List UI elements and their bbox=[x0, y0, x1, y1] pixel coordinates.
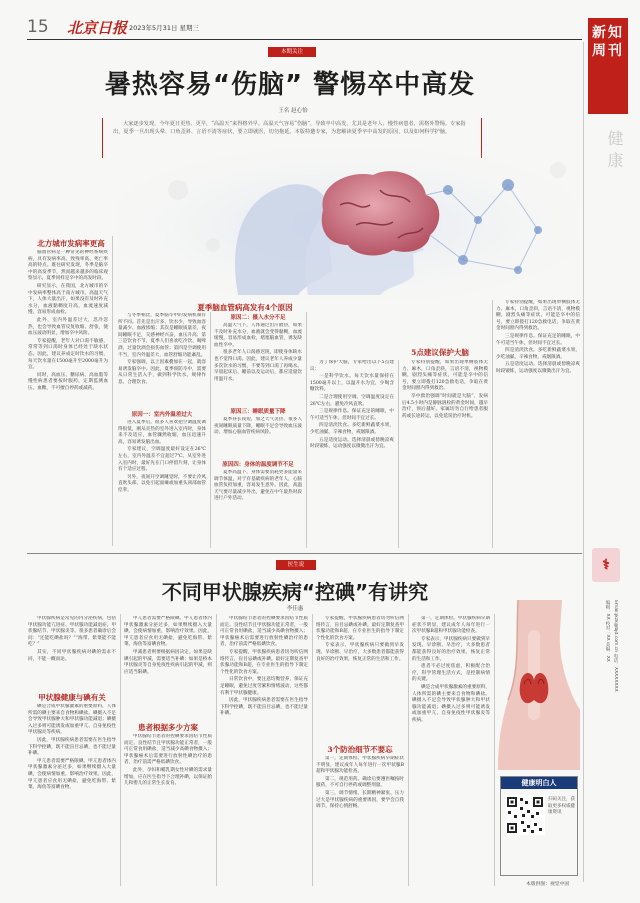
paragraph: 为了保护大脑，专家给出以下5点建议： bbox=[310, 360, 394, 372]
article-divider bbox=[27, 553, 582, 554]
article1-sub3: 原因一：室内外温差过大 bbox=[131, 412, 193, 418]
footer-note: 本版供图：视觉中国 bbox=[526, 882, 570, 887]
col-divider bbox=[210, 312, 211, 548]
paragraph: 专家提醒，甲状腺疾病患者切勿听信网络传言，盲目忌碘或补碘。最好定期复查甲状腺功能和B超，在专业医生的指导下制定个性化的饮食方案。 bbox=[220, 649, 308, 675]
article2-col8 bbox=[412, 616, 490, 886]
paragraph: 研究显示，在我国，北方城市的卒中发病率整体高于南方城市。高温天气下，人体大量出汗，如果没有及时补充水分，血液黏稠度升高，血流速度减慢，容易形成血栓。 bbox=[28, 283, 108, 316]
paragraph: 专家特别提醒，如果出现单侧肢体无力、麻木，口角歪斜，言语不清，视物模糊，剧烈头痛等症状，可能是卒中的信号，要立即拨打120急救电话，争取在黄金时间窗内得到救治。 bbox=[496, 300, 580, 332]
paragraph: 很多老年人口渴感迟钝，即使身体缺水也不觉得口渴。因此，建议老年人养成少量多次饮水的习惯，不要等到口渴了再喝水。早晨起床后、睡前以及运动后，都应适量饮用温开水。 bbox=[214, 350, 302, 382]
article2-col3 bbox=[124, 616, 212, 716]
paragraph: 第三，调节情绪。长期精神紧张、压力过大是甲状腺疾病的重要诱因，要学会自我调节，保持心情舒畅。 bbox=[316, 790, 404, 810]
article1-sub1: 北方城市发病率更高 bbox=[37, 239, 105, 248]
article1-sub2: 夏季脑血管病高发有4个原因 bbox=[197, 303, 293, 312]
paragraph: 四是清淡饮食。多吃新鲜蔬菜水果，少吃油腻、辛辣食物，戒烟限酒。 bbox=[310, 423, 394, 435]
article2-col7 bbox=[316, 756, 404, 886]
email-line: Email:jkzk@bjd.com.cn 电话：XXXXXXXX bbox=[613, 600, 618, 692]
col-divider bbox=[492, 300, 493, 548]
paragraph: 因此，甲状腺疾病患者需要在医生指导下科学控碘，既不能盲目忌碘，也不能过量补碘。 bbox=[28, 737, 116, 757]
qr-title: 健康明白人 bbox=[501, 777, 577, 789]
paragraph: 碘是合成甲状腺激素的重要原料，人体所需的碘主要来自食物和碘盐。碘摄入不足会导致甲状腺肿大和甲状腺功能减退；碘摄入过多则可能诱发或加重甲亢、自身免疫性甲状腺炎等疾病。 bbox=[412, 684, 490, 723]
paragraph: 专家表示，甲状腺疾病只要做到早发现、早诊断、早治疗，大多数患者都能获得良好的治疗效果，恢复正常的生活和工作。 bbox=[316, 643, 404, 662]
article1-sub7: 5点建议保护大脑 bbox=[411, 348, 469, 357]
paragraph: 一是科学饮水。每天饮水量保持在1500毫升以上，以温开水为宜，少喝含糖饮料。 bbox=[310, 374, 394, 393]
article1-col2 bbox=[118, 313, 206, 406]
col-divider bbox=[112, 236, 113, 546]
article1-col7 bbox=[310, 360, 394, 548]
paragraph: 与冬季相比，夏季脑卒中的发病机制有所不同。首先是出汗多、饮水少，导致血容量减少、血液浓缩；其次是睡眠质量差，夜间睡眠不足，交感神经兴奋，血压升高；第三是饮食不节，夏季人们喜欢吃冷饮、喝啤酒，过量饮酒会损伤血管；第四是空调使用不当，室内外温差大，血管舒缩功能紊乱。 bbox=[118, 313, 206, 358]
paragraph: 其实，不同甲状腺疾病对碘的需求不同，不能一概而论。 bbox=[28, 649, 116, 662]
brain-illustration bbox=[118, 150, 578, 300]
article1-sub5: 原因三：睡眠质量下降 bbox=[230, 409, 286, 415]
paragraph: 日常饮食中，要注意均衡营养，保证充足睡眠，避免过度劳累和情绪波动，这些都有利于甲状腺健康。 bbox=[220, 677, 308, 696]
paragraph: 四是清淡饮食。多吃新鲜蔬菜水果，少吃油腻、辛辣食物，戒烟限酒。 bbox=[496, 348, 580, 360]
section-banner bbox=[588, 18, 628, 114]
section-seal bbox=[592, 548, 620, 582]
col-divider bbox=[216, 614, 217, 886]
article1-sub6: 原因四：身体的温度调节不足 bbox=[222, 462, 294, 468]
paragraph: 专家特别提醒，如果出现单侧肢体无力、麻木，口角歪斜，言语不清，视物模糊，剧烈头痛等症状，可能是卒中的信号，要立即拨打120急救电话，争取在黄金时间窗内得到救治。 bbox=[402, 360, 488, 392]
qr-code[interactable] bbox=[505, 795, 545, 835]
paragraph: 第二，规范用药。确诊后要遵医嘱按时服药，不可自行停药或调整剂量。 bbox=[316, 776, 404, 789]
paragraph: 夏季昼长夜短，加之天气炎热，很多人夜间睡眠质量下降，睡眠不足会导致血压波动，增加心脑血管疾病风险。 bbox=[214, 417, 302, 436]
article1-col8 bbox=[402, 360, 488, 548]
paragraph: 甲亢患者需要严格限碘。甲亢患者体内甲状腺激素分泌过多，如果继续摄入大量碘，会使病情加重，影响治疗效果。因此，甲亢患者应食用无碘盐，避免吃海带、紫菜、海鱼等富碘食物。 bbox=[28, 758, 116, 791]
paragraph: 甲状腺疾病是常见的内分泌疾病，包括甲状腺功能亢进症、甲状腺功能减退症、甲状腺结节、甲状腺炎等。很多患者确诊后会问：“还能吃碘盐吗？”“海带、紫菜能不能吃？” bbox=[28, 616, 116, 648]
paragraph: 三是规律作息。保证充足的睡眠，中午可适当午休，但时间不宜过长。 bbox=[496, 333, 580, 346]
paragraph: 碘是合成甲状腺激素的重要原料，人体所需的碘主要来自食物和碘盐。碘摄入不足会导致甲状腺肿大和甲状腺功能减退；碘摄入过多则可能诱发或加重甲亢、自身免疫性甲状腺炎等疾病。 bbox=[28, 704, 116, 736]
page-number: 15 bbox=[27, 17, 49, 37]
paragraph: 专家提醒，甲状腺疾病患者切勿听信网络传言，盲目忌碘或补碘。最好定期复查甲状腺功能和B超，在专业医生的指导下制定个性化的饮食方案。 bbox=[316, 616, 404, 641]
qr-text: 扫码关注，获取更多权威健康资讯 bbox=[548, 797, 575, 815]
header-rule bbox=[27, 39, 582, 40]
col-divider bbox=[120, 614, 121, 886]
paragraph: 脑血管病是一种常见的神经系统疾病，具有发病率高、致残率高、死亡率高的特点。既往研究发现，冬季是脑卒中的高发季节，然而越来越多的临床观察显示，夏季同样是卒中的高发时段。 bbox=[28, 250, 108, 282]
paragraph: 另外，夜间开空调睡觉时，不要让冷风直吹头部，以免引起面瘫或加重头颈部血管痉挛。 bbox=[118, 474, 206, 493]
article1-sub4: 原因二：摄入水分不足 bbox=[230, 315, 286, 321]
paragraph: 患者不必过度焦虑，积极配合治疗，科学管理生活方式，是控制病情的关键。 bbox=[412, 664, 490, 683]
paragraph: 三是规律作息。保证充足的睡眠，中午可适当午休，但时间不宜过长。 bbox=[310, 409, 394, 421]
paragraph: 甲亢患者需要严格限碘。甲亢患者体内甲状腺激素分泌过多，如果继续摄入大量碘，会使病情加重，影响治疗效果。因此，甲亢患者应食用无碘盐，避免吃海带、紫菜、海鱼等富碘食物。 bbox=[124, 616, 212, 648]
date-line: 2023年5月31日 星期三 bbox=[129, 24, 200, 32]
article1-col5 bbox=[214, 417, 302, 457]
paragraph: 甲状腺结节患者的控碘要求因结节性质而定。良性结节且甲状腺功能正常者，一般可正常食用碘盐，适当减少高碘食物摄入；甲状腺癌术后需要进行放射性碘治疗的患者，治疗前需严格低碘饮食。 bbox=[124, 734, 212, 766]
section-line2: 周刊 bbox=[592, 43, 624, 59]
paragraph: 第一，定期体检。甲状腺疾病早期症状不明显，建议成年人每年进行一次甲状腺B超和甲状腺功能检查。 bbox=[316, 756, 404, 775]
paragraph: 专家强调，以上因素叠加在一起，就容易诱发脑卒中。因此，夏季预防卒中，需要从日常生活入手，做到科学饮水、规律作息、合理饮食。 bbox=[118, 360, 206, 385]
col-divider bbox=[398, 360, 399, 548]
paragraph: 二是合理使用空调。空调温度设定在26℃左右，避免冷风直吹。 bbox=[310, 394, 394, 407]
col-divider bbox=[312, 614, 313, 886]
thyroid-illustration bbox=[498, 600, 580, 770]
article1-col3 bbox=[118, 420, 206, 548]
paragraph: 专家建议，空调温度最好设定在26℃左右，室内外温差不宜超过7℃。从室外进入室内时，最好先在门口停留片刻，让身体有个适应过程。 bbox=[118, 447, 206, 473]
article1-col6 bbox=[214, 470, 302, 548]
paragraph: 因此，甲状腺疾病患者需要在医生指导下科学控碘，既不能盲目忌碘，也不能过量补碘。 bbox=[220, 698, 308, 717]
article2-col1 bbox=[28, 616, 116, 690]
article1-title: 暑热容易“伤脑” 警惕卒中高发 bbox=[104, 70, 476, 100]
paragraph: 甲减患者则要根据病因决定。如果是缺碘引起的甲减，需要适当补碘；如果是桥本甲状腺炎等自身免疫性疾病引起的甲减，则应适当限碘。 bbox=[124, 649, 212, 675]
paragraph: 高温天气下，人体通过出汗散热，如果不及时补充水分，血液就会变得黏稠，血流缓慢，容易形成血栓，堵塞脑血管，诱发缺血性卒中。 bbox=[214, 323, 302, 348]
paragraph: 五是适度运动。选择清晨或傍晚凉爽时段锻炼，运动强度以微微出汗为宜。 bbox=[496, 362, 580, 374]
lead-text: 大家逐步发现，今年夏日更热、更早，“高温天”来得格外早。高温天气容易“伤脑”，导致卒中高发，尤其是老年人、慢性病患者，需格外警惕。专家指出，夏季一旦出现头晕、口角歪斜、言语不清等症状，要立即就医，切勿拖延。本版特邀专家，为您解读夏季卒中高发的原因，以及如何科学护脑。 bbox=[113, 121, 466, 135]
paragraph: 同时，高血压、糖尿病、高血脂等慢性病患者要按时服药，定期监测血压、血糖，不可擅自停药或减药。 bbox=[28, 372, 108, 391]
page-header bbox=[27, 17, 617, 39]
article1-col4 bbox=[214, 323, 302, 403]
section-line1: 新知 bbox=[592, 25, 624, 41]
paragraph: 此外，室内外温差过大，忽冷忽热，也会导致血管反复收缩、舒张，使血压波动明显，增加卒中风险。 bbox=[28, 317, 108, 337]
article2-tag: 医生说 bbox=[276, 560, 316, 570]
qr-code-icon bbox=[505, 795, 545, 835]
editor-line: 编辑：XX 校对：XX 美编：XX bbox=[605, 600, 610, 662]
right-column-divider bbox=[583, 42, 584, 882]
article2-sub2: 患者根据多少方案 bbox=[138, 723, 198, 732]
paragraph: 进入夏季后，很多人喜欢把空调温度调得很低，刚从炎热的室外进入室内时，身体来不及适应，血管骤然收缩，血压迅速升高，容易诱发脑出血。 bbox=[118, 420, 206, 445]
col-divider bbox=[494, 614, 495, 886]
paper-name: 北京日报 bbox=[67, 19, 128, 37]
paragraph: 此外，孕妇和哺乳期女性对碘的需求量增加，应在医生指导下合理补碘，以保证胎儿和婴儿的正常生长发育。 bbox=[124, 767, 212, 787]
article1-col9 bbox=[496, 300, 580, 548]
col-divider bbox=[408, 614, 409, 886]
paragraph: 专家提醒，老年人对口渴不敏感，常常等到口渴时身体已经处于缺水状态。因此，建议养成定时饮水的习惯，每天饮水量在1500毫升至2000毫升为宜。 bbox=[28, 338, 108, 371]
paragraph: 卒中救治强调“时间就是大脑”，发病后4.5小时内是静脉溶栓的黄金时间，越早治疗，预后越好。家属切勿自行给患者服药或长途转运，以免延误治疗时机。 bbox=[402, 393, 488, 419]
article2-sub3: 3个防治细节不要忘 bbox=[327, 745, 393, 754]
section-name: 健康 bbox=[605, 130, 624, 174]
article2-col5 bbox=[220, 616, 308, 886]
col-divider bbox=[306, 312, 307, 548]
thyroid-figure-svg bbox=[498, 600, 580, 770]
article2-col2 bbox=[28, 704, 116, 886]
qr-box bbox=[500, 776, 578, 876]
article2-sub1: 甲状腺健康与碘有关 bbox=[38, 693, 106, 702]
paragraph: 夏季高温下，身体需要消耗更多能量来调节体温，对于有基础疾病的老年人，心脑血管负担加重，容易发生意外。因此，高温天气要尽量减少外出，避免在中午最热时段进行户外活动。 bbox=[214, 470, 302, 502]
article1-col1 bbox=[28, 250, 108, 550]
article2-col6 bbox=[316, 616, 404, 738]
article1-tag: 本期关注 bbox=[268, 47, 316, 57]
article1-author: 王名 赵心怡 bbox=[278, 108, 308, 114]
article2-author: 李佳惠 bbox=[286, 606, 304, 612]
article2-col4 bbox=[124, 734, 212, 886]
paragraph: 甲状腺结节患者的控碘要求因结节性质而定。良性结节且甲状腺功能正常者，一般可正常食用碘盐，适当减少高碘食物摄入；甲状腺癌术后需要进行放射性碘治疗的患者，治疗前需严格低碘饮食。 bbox=[220, 616, 308, 648]
brain-figure-svg bbox=[118, 150, 578, 300]
paragraph: 第一，定期体检。甲状腺疾病早期症状不明显，建议成年人每年进行一次甲状腺B超和甲状腺功能检查。 bbox=[412, 616, 490, 635]
article2-title: 不同甲状腺疾病“控碘”有讲究 bbox=[161, 580, 429, 604]
paragraph: 五是适度运动。选择清晨或傍晚凉爽时段锻炼，运动强度以微微出汗为宜。 bbox=[310, 437, 394, 450]
seal-glyph-icon: ⚕ bbox=[602, 557, 610, 573]
paragraph: 专家表示，甲状腺疾病只要做到早发现、早诊断、早治疗，大多数患者都能获得良好的治疗效果，恢复正常的生活和工作。 bbox=[412, 636, 490, 662]
